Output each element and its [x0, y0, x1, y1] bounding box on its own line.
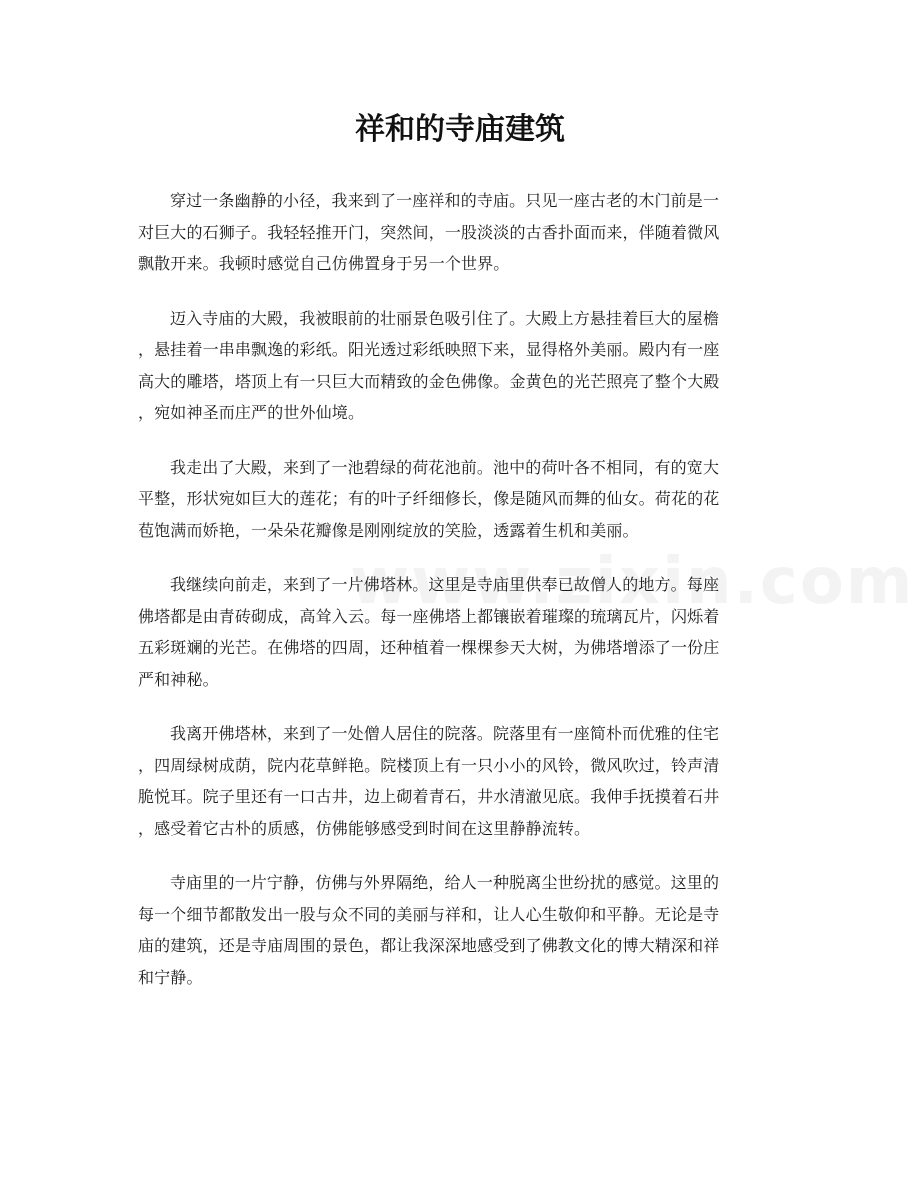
- paragraph-line: 五彩斑斓的光芒。在佛塔的四周，还种植着一棵棵参天大树，为佛塔增添了一份庄: [138, 638, 720, 657]
- paragraph-line: 迈入寺庙的大殿，我被眼前的壮丽景色吸引住了。大殿上方悬挂着巨大的屋檐: [170, 308, 720, 328]
- paragraph-line: 我离开佛塔林，来到了一处僧人居住的院落。院落里有一座简朴而优雅的住宅: [170, 724, 720, 743]
- paragraph-1: [138, 185, 788, 280]
- paragraph-line: ，悬挂着一串串飘逸的彩纸。阳光透过彩纸映照下来，显得格外美丽。殿内有一座: [138, 340, 720, 359]
- paragraph-3: [138, 452, 788, 547]
- paragraph-line: 寺庙里的一片宁静，仿佛与外界隔绝，给人一种脱离尘世纷扰的感觉。这里的: [170, 873, 720, 892]
- paragraph-line: 飘散开来。我顿时感觉自己仿佛置身于另一个世界。: [138, 254, 510, 273]
- paragraph-4: [138, 569, 788, 695]
- paragraph-line: 高大的雕塔，塔顶上有一只巨大而精致的金色佛像。金黄色的光芒照亮了整个大殿: [138, 371, 720, 391]
- paragraph-line: 和宁静。: [138, 967, 203, 987]
- paragraph-line: 我走出了大殿，来到了一池碧绿的荷花池前。池中的荷叶各不相同，有的宽大: [170, 457, 720, 477]
- paragraph-line: 穿过一条幽静的小径，我来到了一座祥和的寺庙。只见一座古老的木门前是一: [170, 191, 720, 210]
- paragraph-line: 苞饱满而娇艳，一朵朵花瓣像是刚刚绽放的笑脸，透露着生机和美丽。: [138, 520, 639, 540]
- paragraph-2: [138, 303, 788, 429]
- document-body: [138, 185, 788, 1016]
- page-title: 祥和的寺庙建筑: [355, 112, 565, 147]
- paragraph-line: 严和神秘。: [138, 669, 219, 689]
- paragraph-6: [138, 867, 788, 993]
- paragraph-line: 佛塔都是由青砖砌成，高耸入云。每一座佛塔上都镶嵌着璀璨的琉璃瓦片，闪烁着: [138, 606, 720, 626]
- paragraph-line: 我继续向前走，来到了一片佛塔林。这里是寺庙里供奉已故僧人的地方。每座: [170, 575, 720, 594]
- paragraph-line: ，四周绿树成荫，院内花草鲜艳。院楼顶上有一只小小的风铃，微风吹过，铃声清: [138, 755, 720, 775]
- paragraph-line: 脆悦耳。院子里还有一口古井，边上砌着青石，井水清澈见底。我伸手抚摸着石井: [138, 787, 720, 806]
- paragraph-line: ，感受着它古朴的质感，仿佛能够感受到时间在这里静静流转。: [138, 818, 591, 838]
- paragraph-line: 平整，形状宛如巨大的莲花；有的叶子纤细修长，像是随风而舞的仙女。荷花的花: [138, 489, 720, 508]
- paragraph-line: ，宛如神圣而庄严的世外仙境。: [138, 403, 365, 422]
- paragraph-line: 庙的建筑，还是寺庙周围的景色，都让我深深地感受到了佛教文化的博大精深和祥: [138, 936, 720, 955]
- paragraph-5: [138, 718, 788, 844]
- paragraph-line: 对巨大的石狮子。我轻轻推开门，突然间，一股淡淡的古香扑面而来，伴随着微风: [138, 222, 720, 242]
- paragraph-line: 每一个细节都散发出一股与众不同的美丽与祥和，让人心生敬仰和平静。无论是寺: [138, 904, 720, 924]
